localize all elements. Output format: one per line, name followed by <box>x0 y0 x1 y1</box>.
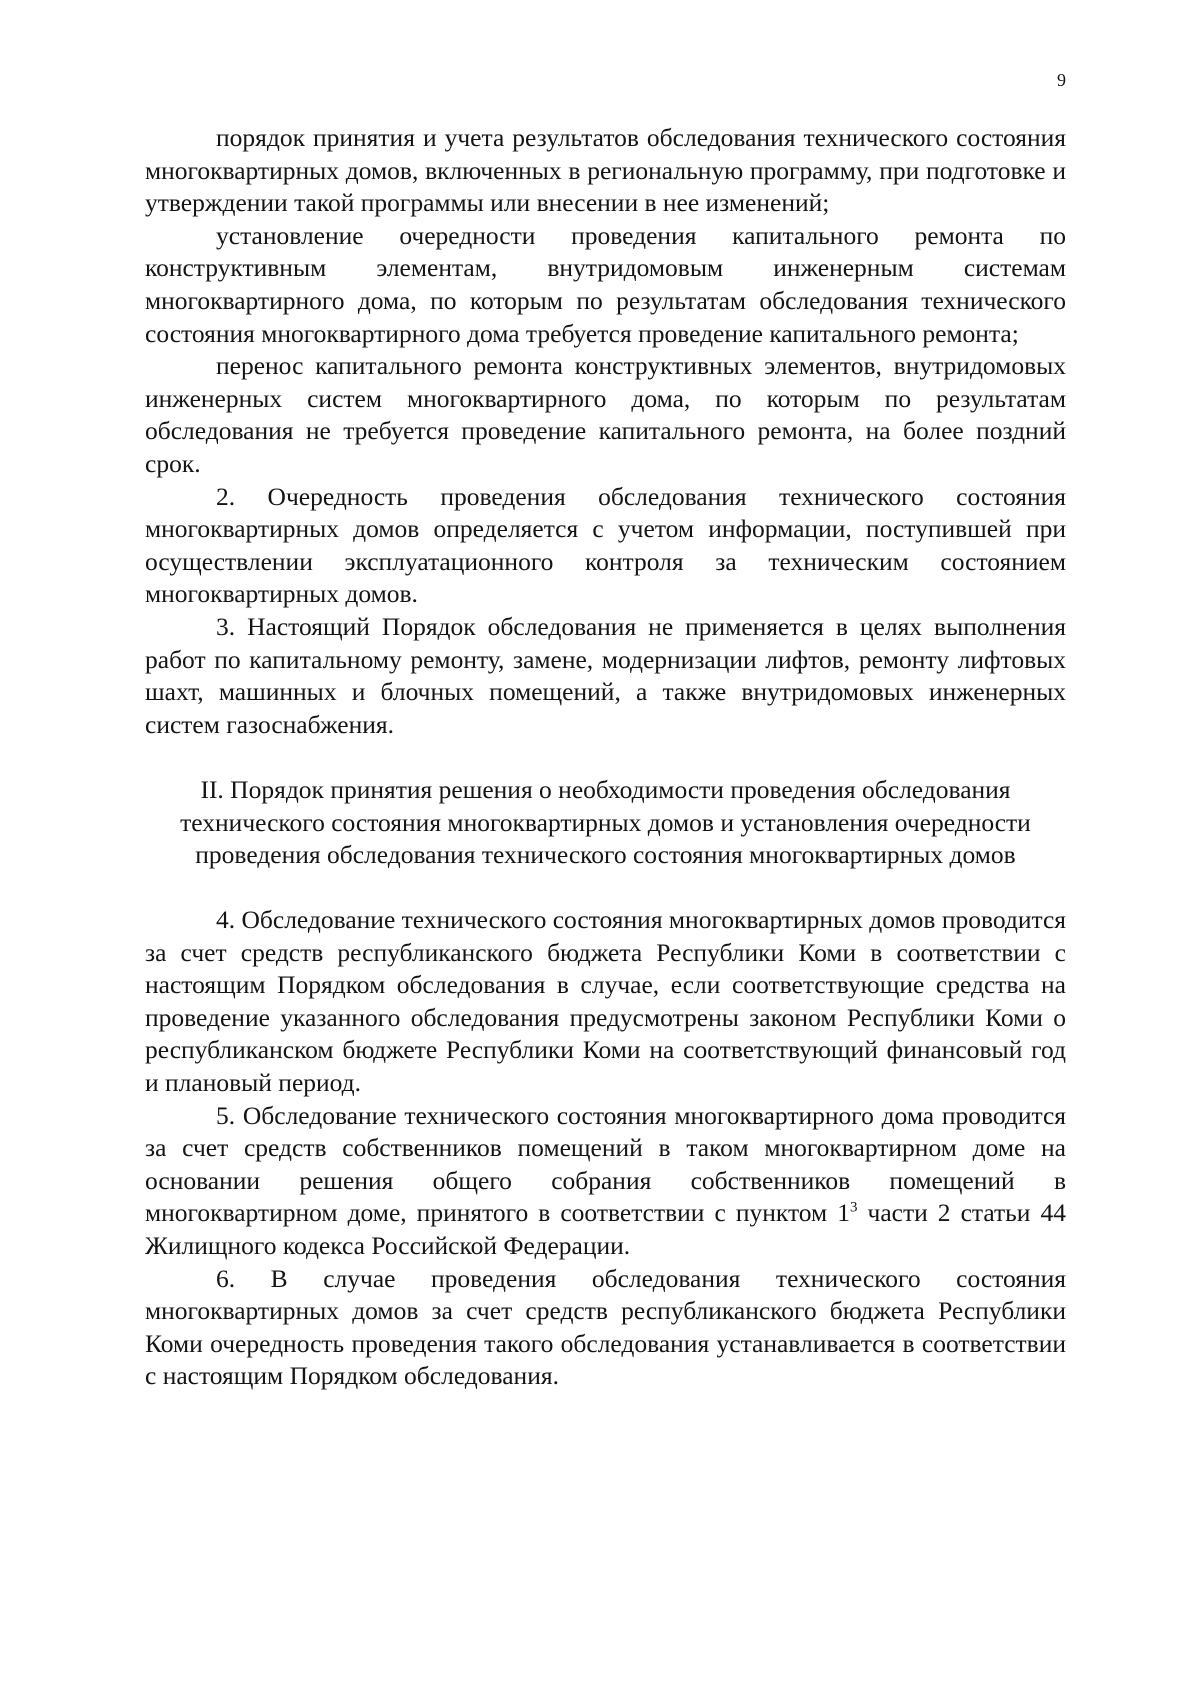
paragraph-repair-postponement: перенос капитального ремонта конструктивных элементов, внутридомовых инженерных систем многоквартирного дома, по которым по результатам обследования не требуется проведение капитального ремонта, на более поздний срок. <box>145 351 1066 478</box>
paragraph-inspection-results: порядок принятия и учета результатов обследования технического состояния многоквартирных домов, включенных в региональную программу, при подготовке и утверждении такой программы или внесении в нее изменений; <box>145 123 1066 218</box>
paragraph-item-4: 4. Обследование технического состояния многоквартирных домов проводится за счет средств республиканского бюджета Республики Коми в соответствии с настоящим Порядком обследования в случае, если соответствующие средства на проведение указанного обследования предусмотрены законом Республики Коми о республиканском бюджете Республики Коми на соответствующий финансовый год и плановый период. <box>145 905 1066 1098</box>
paragraph-item-6: 6. В случае проведения обследования технического состояния многоквартирных домов за счет средств республиканского бюджета Республики Коми очередность проведения такого обследования устанавливается в соответствии с настоящим Порядком обследования. <box>145 1263 1066 1391</box>
paragraph-item-5-text: 5. Обследование технического состояния многоквартирного дома проводится за счет средств собственников помещений в таком многоквартирном доме на основании решения общего собрания собственников помещений в многоквартирном доме, принятого в соответствии с пунктом 1 <box>145 1100 1066 1228</box>
document-body <box>145 122 1066 1393</box>
paragraph-item-5-text-end: части 2 статьи 44 Жилищного кодекса Российской Федерации. <box>145 1198 1067 1260</box>
paragraph-item-5 <box>145 1100 1066 1263</box>
section-heading-ii: II. Порядок принятия решения о необходимости проведения обследования технического состояния многоквартирных домов и установления очередности проведения обследования технического состояния многоквартирных домов <box>180 775 1031 870</box>
superscript-index: 3 <box>849 1199 858 1216</box>
page-number: 9 <box>1057 70 1066 90</box>
paragraph-item-2: 2. Очередность проведения обследования технического состояния многоквартирных домов определяется с учетом информации, поступившей при осуществлении эксплуатационного контроля за техническим состоянием многоквартирных домов. <box>145 481 1066 609</box>
paragraph-item-3: 3. Настоящий Порядок обследования не применяется в целях выполнения работ по капитальному ремонту, замене, модернизации лифтов, ремонту лифтовых шахт, машинных и блочных помещений, а также внутридомовых инженерных систем газоснабжения. <box>145 611 1066 739</box>
paragraph-repair-priority: установление очередности проведения капитального ремонта по конструктивным элементам, внутридомовым инженерным системам многоквартирного дома, по которым по результатам обследования технического состояния многоквартирного дома требуется проведение капитального ремонта; <box>145 220 1066 348</box>
